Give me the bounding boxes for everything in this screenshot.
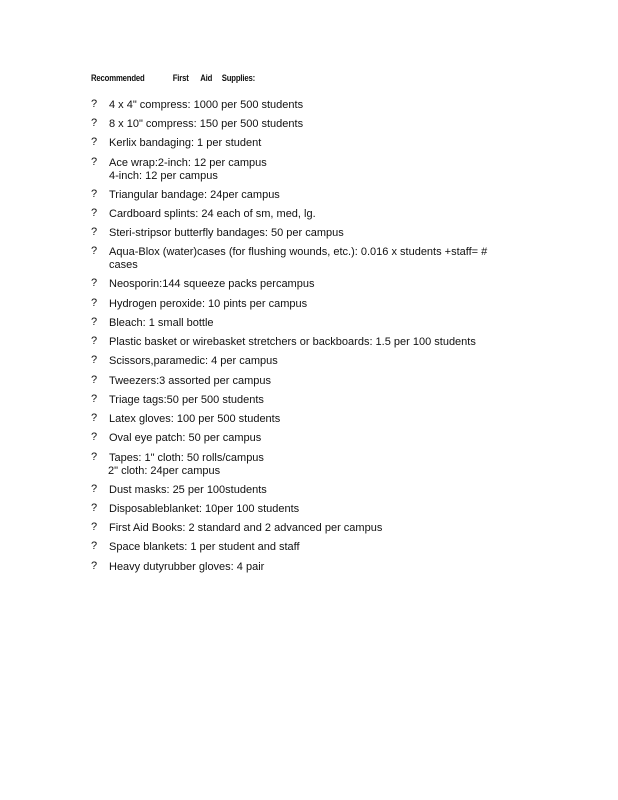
list-item-text: Scissors,paramedic: 4 per campus — [109, 355, 278, 367]
list-item-text: Disposableblanket: 10per 100 students — [109, 503, 300, 515]
list-item-text: Steri-stripsor butterfly bandages: 50 per campus — [109, 227, 344, 239]
bullet-glyph: ? — [91, 136, 98, 148]
bullet-glyph: ? — [91, 188, 98, 200]
list-item-line: Tapes: 1" cloth: 50 rolls/campus — [109, 452, 264, 464]
bullet-glyph: ? — [91, 226, 98, 238]
list-item-text: Triangular bandage: 24per campus — [109, 189, 280, 201]
title-word-supplies: Supplies: — [221, 73, 256, 83]
bullet-glyph: ? — [91, 245, 98, 257]
list-item-text: 4 x 4" compress: 1000 per 500 students — [109, 99, 304, 111]
list-item-line: 2" cloth: 24per campus — [108, 464, 221, 477]
list-item-text: Cardboard splints: 24 each of sm, med, lg. — [109, 208, 316, 220]
list-item-text: Triage tags:50 per 500 students — [109, 394, 264, 406]
list-item-text: Latex gloves: 100 per 500 students — [109, 413, 281, 425]
list-item-text: Kerlix bandaging: 1 per student — [109, 137, 262, 149]
list-item-text: 8 x 10" compress: 150 per 500 students — [109, 118, 304, 130]
bullet-glyph: ? — [91, 277, 98, 289]
bullet-glyph: ? — [91, 316, 98, 328]
list-item-text — [109, 246, 487, 271]
bullet-glyph: ? — [91, 117, 98, 129]
bullet-glyph: ? — [91, 354, 98, 366]
list-item-text: Space blankets: 1 per student and staff — [109, 541, 300, 553]
bullet-glyph: ? — [91, 521, 98, 533]
list-item-line: Ace wrap:2-inch: 12 per campus — [109, 157, 267, 169]
bullet-glyph: ? — [91, 502, 98, 514]
bullet-glyph: ? — [91, 393, 98, 405]
list-item-text: Tweezers:3 assorted per campus — [109, 375, 272, 387]
list-item-line: Aqua-Blox (water)cases (for flushing wounds, etc.): 0.016 x students +staff= # — [109, 246, 488, 258]
list-item-text: Oval eye patch: 50 per campus — [109, 432, 262, 444]
document-title — [91, 73, 256, 83]
list-item-line: cases — [109, 258, 138, 271]
list-item-text — [109, 452, 264, 477]
list-item-text — [109, 157, 267, 182]
bullet-glyph: ? — [91, 374, 98, 386]
bullet-glyph: ? — [91, 335, 98, 347]
list-item-text: First Aid Books: 2 standard and 2 advanced per campus — [109, 522, 383, 534]
list-item-text: Hydrogen peroxide: 10 pints per campus — [109, 298, 308, 310]
list-item-text: Dust masks: 25 per 100students — [109, 484, 267, 496]
list-item-line: 4-inch: 12 per campus — [109, 169, 218, 182]
list-item-text: Neosporin:144 squeeze packs percampus — [109, 278, 315, 290]
bullet-glyph: ? — [91, 540, 98, 552]
title-word-aid: Aid — [200, 73, 213, 83]
bullet-glyph: ? — [91, 560, 98, 572]
bullet-glyph: ? — [91, 207, 98, 219]
list-item-text: Plastic basket or wirebasket stretchers or backboards: 1.5 per 100 students — [109, 336, 476, 348]
bullet-glyph: ? — [91, 431, 98, 443]
bullet-glyph: ? — [91, 412, 98, 424]
bullet-glyph: ? — [91, 156, 98, 168]
bullet-glyph: ? — [91, 483, 98, 495]
title-word-first: First — [172, 73, 189, 83]
bullet-glyph: ? — [91, 297, 98, 309]
title-word-recommended: Recommended — [91, 73, 145, 83]
list-item-text: Bleach: 1 small bottle — [109, 317, 214, 329]
bullet-glyph: ? — [91, 451, 98, 463]
bullet-glyph: ? — [91, 98, 98, 110]
list-item-text: Heavy dutyrubber gloves: 4 pair — [109, 561, 265, 573]
